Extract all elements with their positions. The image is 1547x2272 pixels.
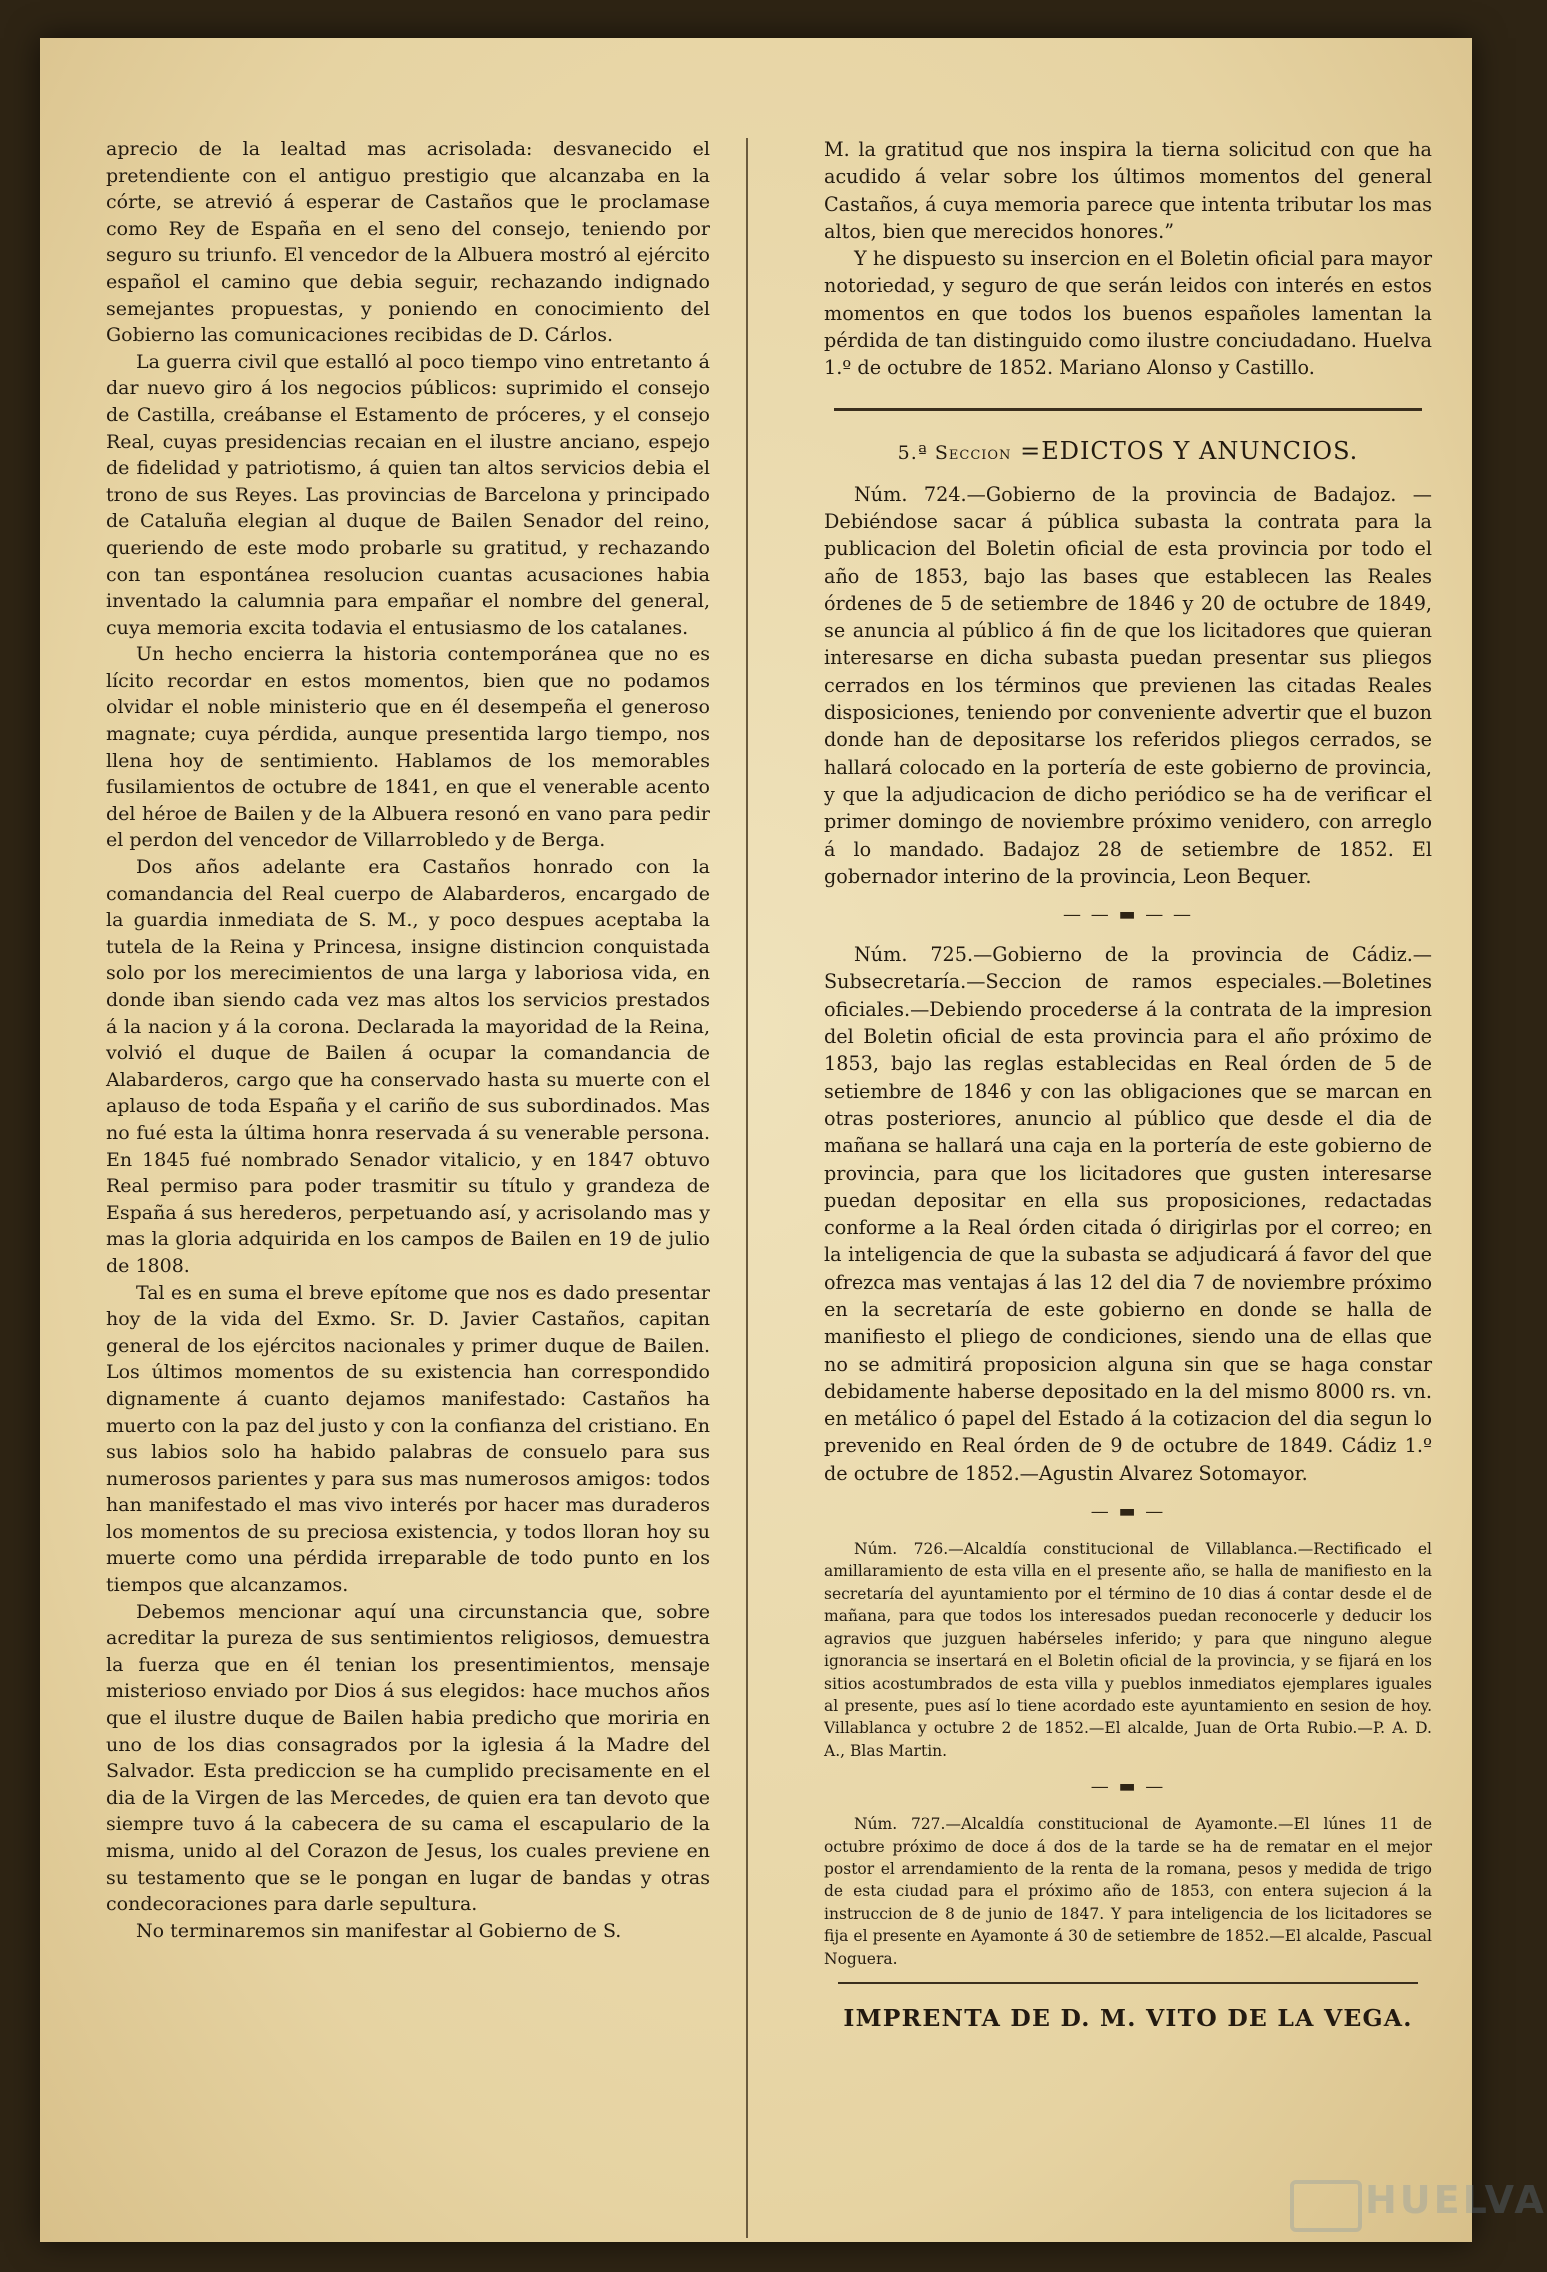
paragraph: Tal es en suma el breve epítome que nos es dado presentar hoy de la vida del Exmo. Sr. D. Javier Castaños, capitan general de los ejércitos nacionales y primer duque de Bailen. Los últimos momentos de su existencia han correspondido dignamente á cuanto dejamos manifestado: Castaños ha muerto con la paz del justo y con la confianza del cristiano. En sus labios solo ha habido palabras de consuelo para sus numerosos parientes y para sus mas numerosos amigos: todos han manifestado el mas vivo interés por hacer mas duraderos los momentos de su preciosa existencia, y todos lloran hoy su muerte como una pérdida irreparable de todo punto en los tiempos que alcanzamos. bbox=[106, 1281, 710, 1597]
paragraph: No terminaremos sin manifestar al Gobierno de S. bbox=[136, 1919, 622, 1942]
paragraph: Y he dispuesto su insercion en el Boletin oficial para mayor notoriedad, y seguro de que serán leidos con interés en estos momentos en que todos los buenos españoles lamentan la pérdida de tan distinguido como ilustre conciudadano. Huelva 1.º de octubre de 1852. Mariano Alonso y Castillo. bbox=[824, 247, 1432, 380]
ornament-divider: — — ▬ — — bbox=[1063, 904, 1193, 926]
paragraph: La guerra civil que estalló al poco tiempo vino entretanto á dar nuevo giro á los negocios públicos: suprimido el consejo de Castilla, creábanse el Estamento de próceres, y el consejo Real, cuyas presidencias recaian en el ilustre anciano, espejo de fidelidad y patriotismo, á quien tan altos servicios debia el trono de sus Reyes. Las provincias de Barcelona y principado de Cataluña elegian al duque de Bailen Senador del reino, queriendo de este modo probarle su gratitud, y rechazando con tan espontánea resolucion cuantas acusaciones habia inventado la calumnia para empañar el nombre del general, cuya memoria excita todavia el entusiasmo de los catalanes. bbox=[106, 350, 710, 639]
watermark-text: HUELVA bbox=[1365, 2178, 1547, 2222]
paragraph: aprecio de la lealtad mas acrisolada: desvanecido el pretendiente con el antiguo prestigio que alcanzaba en la córte, se atrevió á esperar de Castaños que le proclamase como Rey de España en el seno del consejo, teniendo por seguro su triunfo. El vencedor de la Albuera mostró al ejército español el camino que debia seguir, rechazando indignado semejantes propuestas, y poniendo en conocimiento del Gobierno las comunicaciones recibidas de D. Cárlos. bbox=[106, 138, 710, 347]
section-rule bbox=[834, 408, 1422, 411]
left-column bbox=[106, 136, 710, 1944]
paragraph: Dos años adelante era Castaños honrado con la comandancia del Real cuerpo de Alabarderos, encargado de la guardia inmediata de S. M., y poco despues aceptaba la tutela de la Reina y Princesa, insigne distincion conquistada solo por los merecimientos de una larga y laboriosa vida, en donde iban siendo cada vez mas altos los servicios prestados á la nacion y á la corona. Declarada la mayoridad de la Reina, volvió el duque de Bailen á ocupar la comandancia de Alabarderos, cargo que ha conservado hasta su muerte con el aplauso de toda España y el cariño de sus subordinados. Mas no fué esta la última honra reservada á su venerable persona. En 1845 fué nombrado Senador vitalicio, y en 1847 obtuvo Real permiso para poder trasmitir su título y grandeza de España á sus herederos, perpetuando así, y acrisolando mas y mas la gloria adquirida en los campos de Bailen en 19 de julio de 1808. bbox=[106, 856, 710, 1277]
section-label: 5.ª Seccion bbox=[897, 441, 1012, 464]
notice-726: Núm. 726.—Alcaldía constitucional de Villablanca.—Rectificado el amillaramiento de esta villa en el presente año, se halla de manifiesto en la secretaría del ayuntamiento por el término de 10 dias á contar desde el de mañana, para que todos los interesados puedan reconocerle y deducir los agravios que juzguen habérseles inferido; y para que ninguno alegue ignorancia se insertará en el Boletin oficial de la provincia, y se fijará en los sitios acostumbrados de esta villa y pueblos inmediatos ejemplares iguales al presente, pues así lo tiene acordado este ayuntamiento en sesion de hoy. Villablanca y octubre 2 de 1852.—El alcalde, Juan de Orta Rubio.—P. A. D. A., Blas Martin. bbox=[824, 1540, 1432, 1760]
ornament-divider: — ▬ — bbox=[1090, 1776, 1166, 1798]
newspaper-page bbox=[40, 38, 1547, 2242]
small-notices bbox=[824, 1538, 1432, 1970]
section-heading bbox=[824, 437, 1432, 465]
paragraph: M. la gratitud que nos inspira la tierna solicitud con que ha acudido á velar sobre los últimos momentos del general Castaños, á cuya memoria parece que intenta tributar los mas altos, bien que merecidos honores.” bbox=[824, 138, 1432, 243]
watermark-logo-icon bbox=[1290, 2180, 1362, 2232]
notice-725: Núm. 725.—Gobierno de la provincia de Cádiz.— Subsecretaría.—Seccion de ramos especiales.—Boletines oficiales.—Debiendo procederse á la contrata de la impresion del Boletin oficial de esta provincia para el año próximo de 1853, bajo las reglas establecidas en Real órden de 5 de setiembre de 1846 y con las obligaciones que se marcan en otras posteriores, anuncio al público que desde el dia de mañana se hallará una caja en la portería de este gobierno de provincia, para que los licitadores que gusten interesarse puedan depositar en ella sus proposiciones, redactadas conforme a la Real órden citada ó dirigirlas por el correo; en la inteligencia de que la subasta se adjudicará á favor del que ofrezca mas ventajas á las 12 del dia 7 de noviembre próximo en la secretaría de este gobierno en donde se halla de manifiesto el pliego de condiciones, siendo una de ellas que no se admitirá proposicion alguna sin que se haga constar debidamente haberse depositado en la del mismo 8000 rs. vn. en metálico ó papel del Estado á la cotizacion del dia segun lo prevenido en Real órden de 9 de octubre de 1849. Cádiz 1.º de octubre de 1852.—Agustin Alvarez Sotomayor. bbox=[824, 943, 1432, 1485]
paragraph: Un hecho encierra la historia contemporánea que no es lícito recordar en estos momentos, bien que no podamos olvidar el noble ministerio que en él desempeña el generoso magnate; cuya pérdida, aunque presentida largo tiempo, nos llena hoy de sentimiento. Hablamos de los memorables fusilamientos de octubre de 1841, en que el venerable acento del héroe de Bailen y de la Albuera resonó en vano para pedir el perdon del vencedor de Villarrobledo y de Berga. bbox=[106, 643, 710, 852]
right-column bbox=[824, 136, 1432, 2032]
printer-imprint: IMPRENTA DE D. M. VITO DE LA VEGA. bbox=[843, 2003, 1413, 2032]
paragraph: Debemos mencionar aquí una circunstancia que, sobre acreditar la pureza de sus sentimientos religiosos, demuestra la fuerza que en él tenian los presentimientos, mensaje misterioso enviado por Dios á sus elegidos: hace muchos años que el ilustre duque de Bailen habia predicho que moriria en uno de los dias consagrados por la iglesia á la Madre del Salvador. Esta prediccion se ha cumplido precisamente en el dia de la Virgen de las Mercedes, de quien era tan devoto que siempre tuvo á la cabecera de su cama el escapulario de la misma, unido al del Corazon de Jesus, los cuales previene en su testamento que se le pongan en lugar de bandas y otras condecoraciones para darle sepultura. bbox=[106, 1600, 710, 1916]
notice-724: Núm. 724.—Gobierno de la provincia de Badajoz. —Debiéndose sacar á pública subasta la contrata para la publicacion del Boletin oficial de esta provincia por todo el año de 1853, bajo las bases que establecen las Reales órdenes de 5 de setiembre de 1846 y 20 de octubre de 1849, se anuncia al público á fin de que los licitadores que quieran interesarse en dicha subasta puedan presentar sus pliegos cerrados en los términos que previenen las citadas Reales disposiciones, teniendo por conveniente advertir que el buzon donde han de depositarse los referidos pliegos cerrados, se hallará colocado en la portería de este gobierno de provincia, y que la adjudicacion de dicho periódico se ha de verificar el primer domingo de noviembre próximo venidero, con arreglo á lo mandado. Badajoz 28 de setiembre de 1852. El gobernador interino de la provincia, Leon Bequer. bbox=[824, 482, 1432, 888]
column-divider bbox=[746, 138, 748, 2238]
ornament-divider: — ▬ — bbox=[1090, 1501, 1166, 1523]
notice-727: Núm. 727.—Alcaldía constitucional de Ayamonte.—El lúnes 11 de octubre próximo de doce á dos de la tarde se ha de rematar en el mejor postor el arrendamiento de la renta de la romana, pesos y medida de trigo de esta ciudad para el próximo año de 1853, con entera sujecion á la instruccion de 8 de junio de 1847. Y para inteligencia de los licitadores se fija el presente en Ayamonte á 30 de setiembre de 1852.—El alcalde, Pascual Noguera. bbox=[824, 1815, 1432, 1968]
section-title: =EDICTOS Y ANUNCIOS. bbox=[1020, 436, 1359, 465]
imprint-rule bbox=[838, 1982, 1418, 1984]
